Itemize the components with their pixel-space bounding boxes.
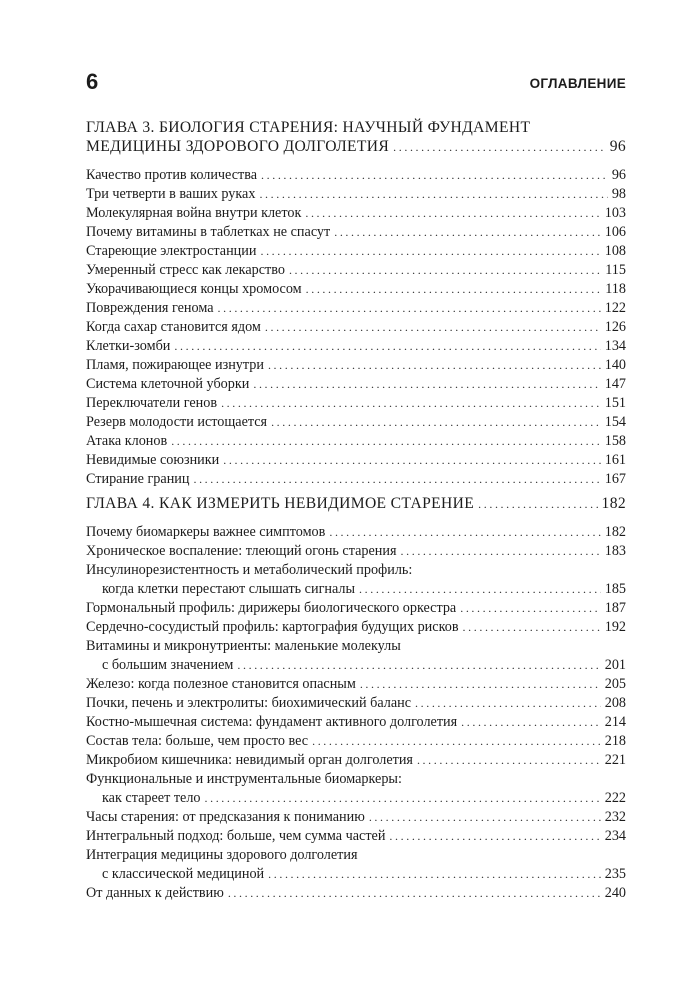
dot-leader <box>359 580 601 599</box>
toc-entry-row <box>86 675 626 694</box>
toc-page-number: 205 <box>604 676 626 692</box>
dot-leader <box>218 299 601 318</box>
toc-page-number: 235 <box>604 866 626 882</box>
toc-entry[interactable] <box>86 675 626 694</box>
dot-leader <box>415 694 601 713</box>
toc-title: с классической медициной <box>102 866 265 882</box>
toc-title: Пламя, пожирающее изнутри <box>86 357 264 373</box>
table-of-contents <box>86 118 626 903</box>
toc-page-number: 187 <box>604 600 626 616</box>
toc-entry-title-line: Функциональные и инструментальные биомаркеры: <box>86 771 402 787</box>
toc-entry[interactable] <box>86 694 626 713</box>
toc-page-number: 122 <box>604 300 626 316</box>
toc-title: МЕДИЦИНЫ ЗДОРОВОГО ДОЛГОЛЕТИЯ <box>86 138 390 155</box>
toc-entry[interactable] <box>86 356 626 375</box>
toc-page-number: 158 <box>604 433 626 449</box>
dot-leader <box>174 337 600 356</box>
toc-entry[interactable] <box>86 318 626 337</box>
chapter-heading[interactable] <box>86 118 626 157</box>
toc-entry-row <box>86 337 626 356</box>
dot-leader <box>360 675 601 694</box>
dot-leader <box>289 261 601 280</box>
toc-entry-row <box>86 394 626 413</box>
toc-title: Стареющие электростанции <box>86 243 257 259</box>
toc-page-number: 108 <box>604 243 626 259</box>
running-head: ОГЛАВЛЕНИЕ <box>529 75 626 92</box>
toc-page-number: 134 <box>604 338 626 354</box>
toc-entry-row <box>86 751 626 770</box>
toc-entry[interactable] <box>86 599 626 618</box>
toc-entry-row <box>86 470 626 489</box>
toc-entry-row <box>86 432 626 451</box>
toc-entry[interactable] <box>86 827 626 846</box>
toc-entry[interactable] <box>86 185 626 204</box>
toc-entry-row <box>86 451 626 470</box>
toc-entry-row <box>86 580 626 599</box>
toc-entry-row <box>86 166 626 185</box>
toc-entry[interactable] <box>86 166 626 185</box>
chapter-section <box>86 494 626 903</box>
toc-entry[interactable] <box>86 713 626 732</box>
toc-entry-row <box>86 280 626 299</box>
dot-leader <box>306 280 602 299</box>
dot-leader <box>271 413 601 432</box>
toc-entry-row <box>86 299 626 318</box>
toc-entry-row <box>86 542 626 561</box>
dot-leader <box>305 204 600 223</box>
toc-title: Система клеточной уборки <box>86 376 250 392</box>
toc-page-number: 167 <box>604 471 626 487</box>
toc-entry-row <box>86 789 626 808</box>
toc-page-number: 214 <box>604 714 626 730</box>
dot-leader <box>460 599 601 618</box>
toc-page-number: 151 <box>604 395 626 411</box>
toc-entry-row <box>86 185 626 204</box>
toc-page-number: 140 <box>604 357 626 373</box>
dot-leader <box>389 827 600 846</box>
toc-page-number: 222 <box>604 790 626 806</box>
toc-entry-row <box>86 223 626 242</box>
toc-entry-row <box>86 318 626 337</box>
toc-entry[interactable] <box>86 523 626 542</box>
toc-entry-row <box>86 242 626 261</box>
dot-leader <box>261 166 608 185</box>
toc-entry-row <box>86 865 626 884</box>
toc-entry-row <box>86 375 626 394</box>
toc-page-number: 161 <box>604 452 626 468</box>
dot-leader <box>268 356 601 375</box>
toc-title: Часы старения: от предсказания к пониманию <box>86 809 365 825</box>
toc-title: Невидимые союзники <box>86 452 220 468</box>
toc-page-number: 96 <box>611 167 626 183</box>
toc-entry-row <box>86 599 626 618</box>
dot-leader <box>221 394 601 413</box>
dot-leader <box>223 451 600 470</box>
toc-title: Когда сахар становится ядом <box>86 319 261 335</box>
toc-page-number: 183 <box>604 543 626 559</box>
toc-title: Три четверти в ваших руках <box>86 186 256 202</box>
toc-page-number: 103 <box>604 205 626 221</box>
toc-entry-row <box>86 827 626 846</box>
toc-page-number: 118 <box>605 281 626 297</box>
toc-entry-row <box>86 356 626 375</box>
toc-title: Микробиом кишечника: невидимый орган долголетия <box>86 752 413 768</box>
toc-entry-row <box>86 884 626 903</box>
toc-page-number: 106 <box>604 224 626 240</box>
dot-leader <box>193 470 600 489</box>
dot-leader <box>329 523 600 542</box>
toc-title: Атака клонов <box>86 433 168 449</box>
toc-entry[interactable] <box>86 808 626 827</box>
toc-page-number: 96 <box>609 138 626 155</box>
dot-leader <box>461 713 601 732</box>
toc-page-number: 185 <box>604 581 626 597</box>
toc-entry-title-line: Инсулинорезистентность и метаболический профиль: <box>86 562 413 578</box>
toc-entry[interactable] <box>86 884 626 903</box>
toc-title: Молекулярная война внутри клеток <box>86 205 302 221</box>
dot-leader <box>237 656 600 675</box>
toc-entry[interactable] <box>86 242 626 261</box>
toc-page-number: 154 <box>604 414 626 430</box>
toc-page-number: 182 <box>601 495 626 512</box>
toc-page-number: 232 <box>604 809 626 825</box>
toc-page-number: 115 <box>605 262 626 278</box>
toc-page-number: 182 <box>604 524 626 540</box>
toc-title: когда клетки перестают слышать сигналы <box>102 581 356 597</box>
toc-entry[interactable] <box>86 751 626 770</box>
dot-leader <box>253 375 600 394</box>
toc-title: Почки, печень и электролиты: биохимический баланс <box>86 695 412 711</box>
page-number: 6 <box>86 69 99 94</box>
dot-leader <box>259 185 607 204</box>
toc-entry[interactable] <box>86 470 626 489</box>
toc-entry-row <box>86 694 626 713</box>
toc-entry-row <box>86 618 626 637</box>
dot-leader <box>393 138 606 157</box>
toc-entry[interactable] <box>86 280 626 299</box>
toc-entry-row <box>86 732 626 751</box>
toc-entry[interactable] <box>86 394 626 413</box>
toc-title: Интегральный подход: больше, чем сумма частей <box>86 828 386 844</box>
chapter-section <box>86 118 626 489</box>
dot-leader <box>417 751 601 770</box>
toc-page-number: 126 <box>604 319 626 335</box>
dot-leader <box>228 884 601 903</box>
toc-title: Укорачивающиеся концы хромосом <box>86 281 302 297</box>
toc-entry[interactable] <box>86 846 626 884</box>
toc-entry-row <box>86 713 626 732</box>
toc-entry[interactable] <box>86 375 626 394</box>
toc-title: Костно-мышечная система: фундамент активного долголетия <box>86 714 458 730</box>
toc-title: Стирание границ <box>86 471 190 487</box>
toc-entry[interactable] <box>86 542 626 561</box>
toc-page-number: 221 <box>604 752 626 768</box>
toc-page-number: 147 <box>604 376 626 392</box>
toc-entry[interactable] <box>86 561 626 599</box>
toc-title: Качество против количества <box>86 167 258 183</box>
toc-entry[interactable] <box>86 432 626 451</box>
toc-entry[interactable] <box>86 451 626 470</box>
dot-leader <box>260 242 600 261</box>
toc-title: как стареет тело <box>102 790 201 806</box>
chapter-title-row <box>86 137 626 157</box>
toc-entry[interactable] <box>86 261 626 280</box>
dot-leader <box>334 223 600 242</box>
toc-page-number: 234 <box>604 828 626 844</box>
chapter-heading[interactable] <box>86 494 626 514</box>
dot-leader <box>268 865 601 884</box>
toc-title: От данных к действию <box>86 885 224 901</box>
toc-entry-row <box>86 261 626 280</box>
toc-entry-row <box>86 413 626 432</box>
toc-title: Хроническое воспаление: тлеющий огонь старения <box>86 543 397 559</box>
dot-leader <box>312 732 601 751</box>
toc-entry[interactable] <box>86 223 626 242</box>
toc-entry[interactable] <box>86 637 626 675</box>
toc-entry[interactable] <box>86 770 626 808</box>
toc-page-number: 218 <box>604 733 626 749</box>
dot-leader <box>369 808 601 827</box>
toc-entry-row <box>86 523 626 542</box>
toc-entry[interactable] <box>86 337 626 356</box>
toc-title: Клетки-зомби <box>86 338 171 354</box>
dot-leader <box>401 542 601 561</box>
toc-entry-row <box>86 656 626 675</box>
toc-entry-title-line: Интеграция медицины здорового долголетия <box>86 847 358 863</box>
toc-title: с большим значением <box>102 657 234 673</box>
toc-title: ГЛАВА 4. КАК ИЗМЕРИТЬ НЕВИДИМОЕ СТАРЕНИЕ <box>86 495 475 512</box>
toc-entry-title-line: Витамины и микронутриенты: маленькие молекулы <box>86 638 401 654</box>
dot-leader <box>478 495 597 514</box>
toc-title: Состав тела: больше, чем просто вес <box>86 733 309 749</box>
chapter-title-row <box>86 494 626 514</box>
toc-entry[interactable] <box>86 732 626 751</box>
toc-page-number: 201 <box>604 657 626 673</box>
toc-page-number: 98 <box>611 186 626 202</box>
toc-entry[interactable] <box>86 618 626 637</box>
dot-leader <box>265 318 601 337</box>
chapter-title-line: ГЛАВА 3. БИОЛОГИЯ СТАРЕНИЯ: НАУЧНЫЙ ФУНДАМЕНТ <box>86 119 531 136</box>
toc-title: Железо: когда полезное становится опасным <box>86 676 356 692</box>
toc-entry[interactable] <box>86 413 626 432</box>
toc-entry-row <box>86 204 626 223</box>
toc-page-number: 192 <box>604 619 626 635</box>
toc-title: Почему биомаркеры важнее симптомов <box>86 524 326 540</box>
toc-title: Резерв молодости истощается <box>86 414 268 430</box>
toc-title: Почему витамины в таблетках не спасут <box>86 224 331 240</box>
toc-entry[interactable] <box>86 299 626 318</box>
toc-title: Сердечно-сосудистый профиль: картография будущих рисков <box>86 619 459 635</box>
dot-leader <box>171 432 601 451</box>
toc-page-number: 240 <box>604 885 626 901</box>
toc-title: Гормональный профиль: дирижеры биологического оркестра <box>86 600 457 616</box>
toc-page-number: 208 <box>604 695 626 711</box>
dot-leader <box>205 789 601 808</box>
toc-title: Переключатели генов <box>86 395 218 411</box>
dot-leader <box>463 618 601 637</box>
toc-entry-row <box>86 808 626 827</box>
toc-entry[interactable] <box>86 204 626 223</box>
toc-title: Умеренный стресс как лекарство <box>86 262 285 278</box>
toc-title: Повреждения генома <box>86 300 214 316</box>
